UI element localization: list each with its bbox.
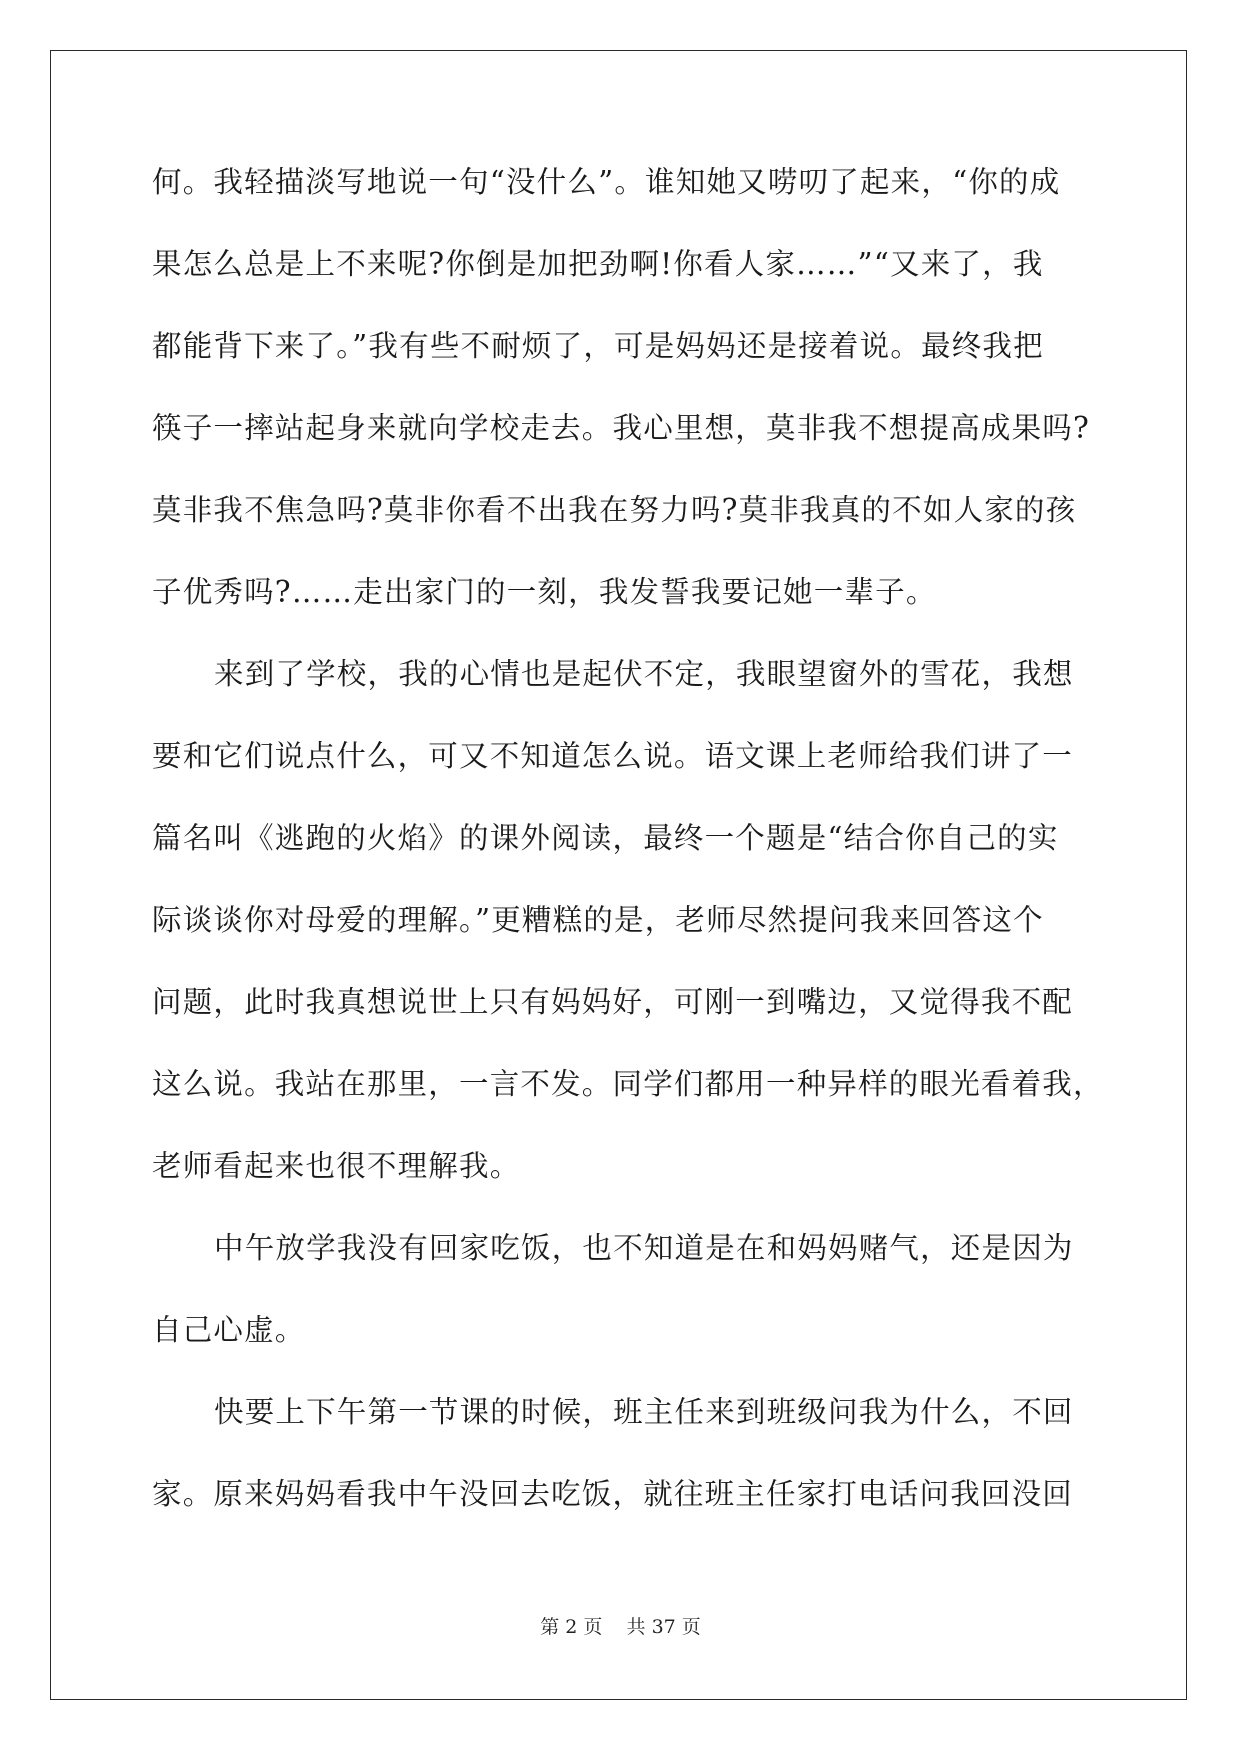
- page-footer: [0, 1614, 1241, 1640]
- text-line: 中午放学我没有回家吃饭，也不知道是在和妈妈赌气，还是因为: [214, 1231, 1074, 1265]
- text-line: 际谈谈你对母爱的理解。”更糟糕的是，老师尽然提问我来回答这个: [152, 903, 1044, 937]
- page-total: 共 37 页: [626, 1616, 701, 1638]
- page-number: 第 2 页: [540, 1616, 603, 1638]
- text-line: 这么说。我站在那里，一言不发。同学们都用一种异样的眼光看着我，: [152, 1067, 1104, 1101]
- text-line: 筷子一摔站起身来就向学校走去。我心里想，莫非我不想提高成果吗?: [152, 411, 1091, 445]
- text-line: 来到了学校，我的心情也是起伏不定，我眼望窗外的雪花，我想: [214, 657, 1074, 691]
- text-line: 要和它们说点什么，可又不知道怎么说。语文课上老师给我们讲了一: [152, 739, 1074, 773]
- text-line: 快要上下午第一节课的时候，班主任来到班级问我为什么，不回: [214, 1395, 1074, 1429]
- text-line: 果怎么总是上不来呢?你倒是加把劲啊!你看人家……”“又来了，我: [152, 247, 1044, 281]
- text-line: 家。原来妈妈看我中午没回去吃饭，就往班主任家打电话问我回没回: [152, 1477, 1074, 1511]
- document-body: [152, 158, 1104, 1552]
- text-line: 老师看起来也很不理解我。: [152, 1149, 521, 1183]
- text-line: 问题，此时我真想说世上只有妈妈好，可刚一到嘴边，又觉得我不配: [152, 985, 1074, 1019]
- text-line: 篇名叫《逃跑的火焰》的课外阅读，最终一个题是“结合你自己的实: [152, 821, 1059, 855]
- text-line: 何。我轻描淡写地说一句“没什么”。谁知她又唠叨了起来，“你的成: [152, 165, 1061, 199]
- text-line: 自己心虚。: [152, 1313, 306, 1347]
- footer-spacer: [602, 1616, 626, 1638]
- text-line: 子优秀吗?……走出家门的一刻，我发誓我要记她一辈子。: [152, 575, 937, 609]
- text-line: 莫非我不焦急吗?莫非你看不出我在努力吗?莫非我真的不如人家的孩: [152, 493, 1077, 527]
- text-line: 都能背下来了。”我有些不耐烦了，可是妈妈还是接着说。最终我把: [152, 329, 1044, 363]
